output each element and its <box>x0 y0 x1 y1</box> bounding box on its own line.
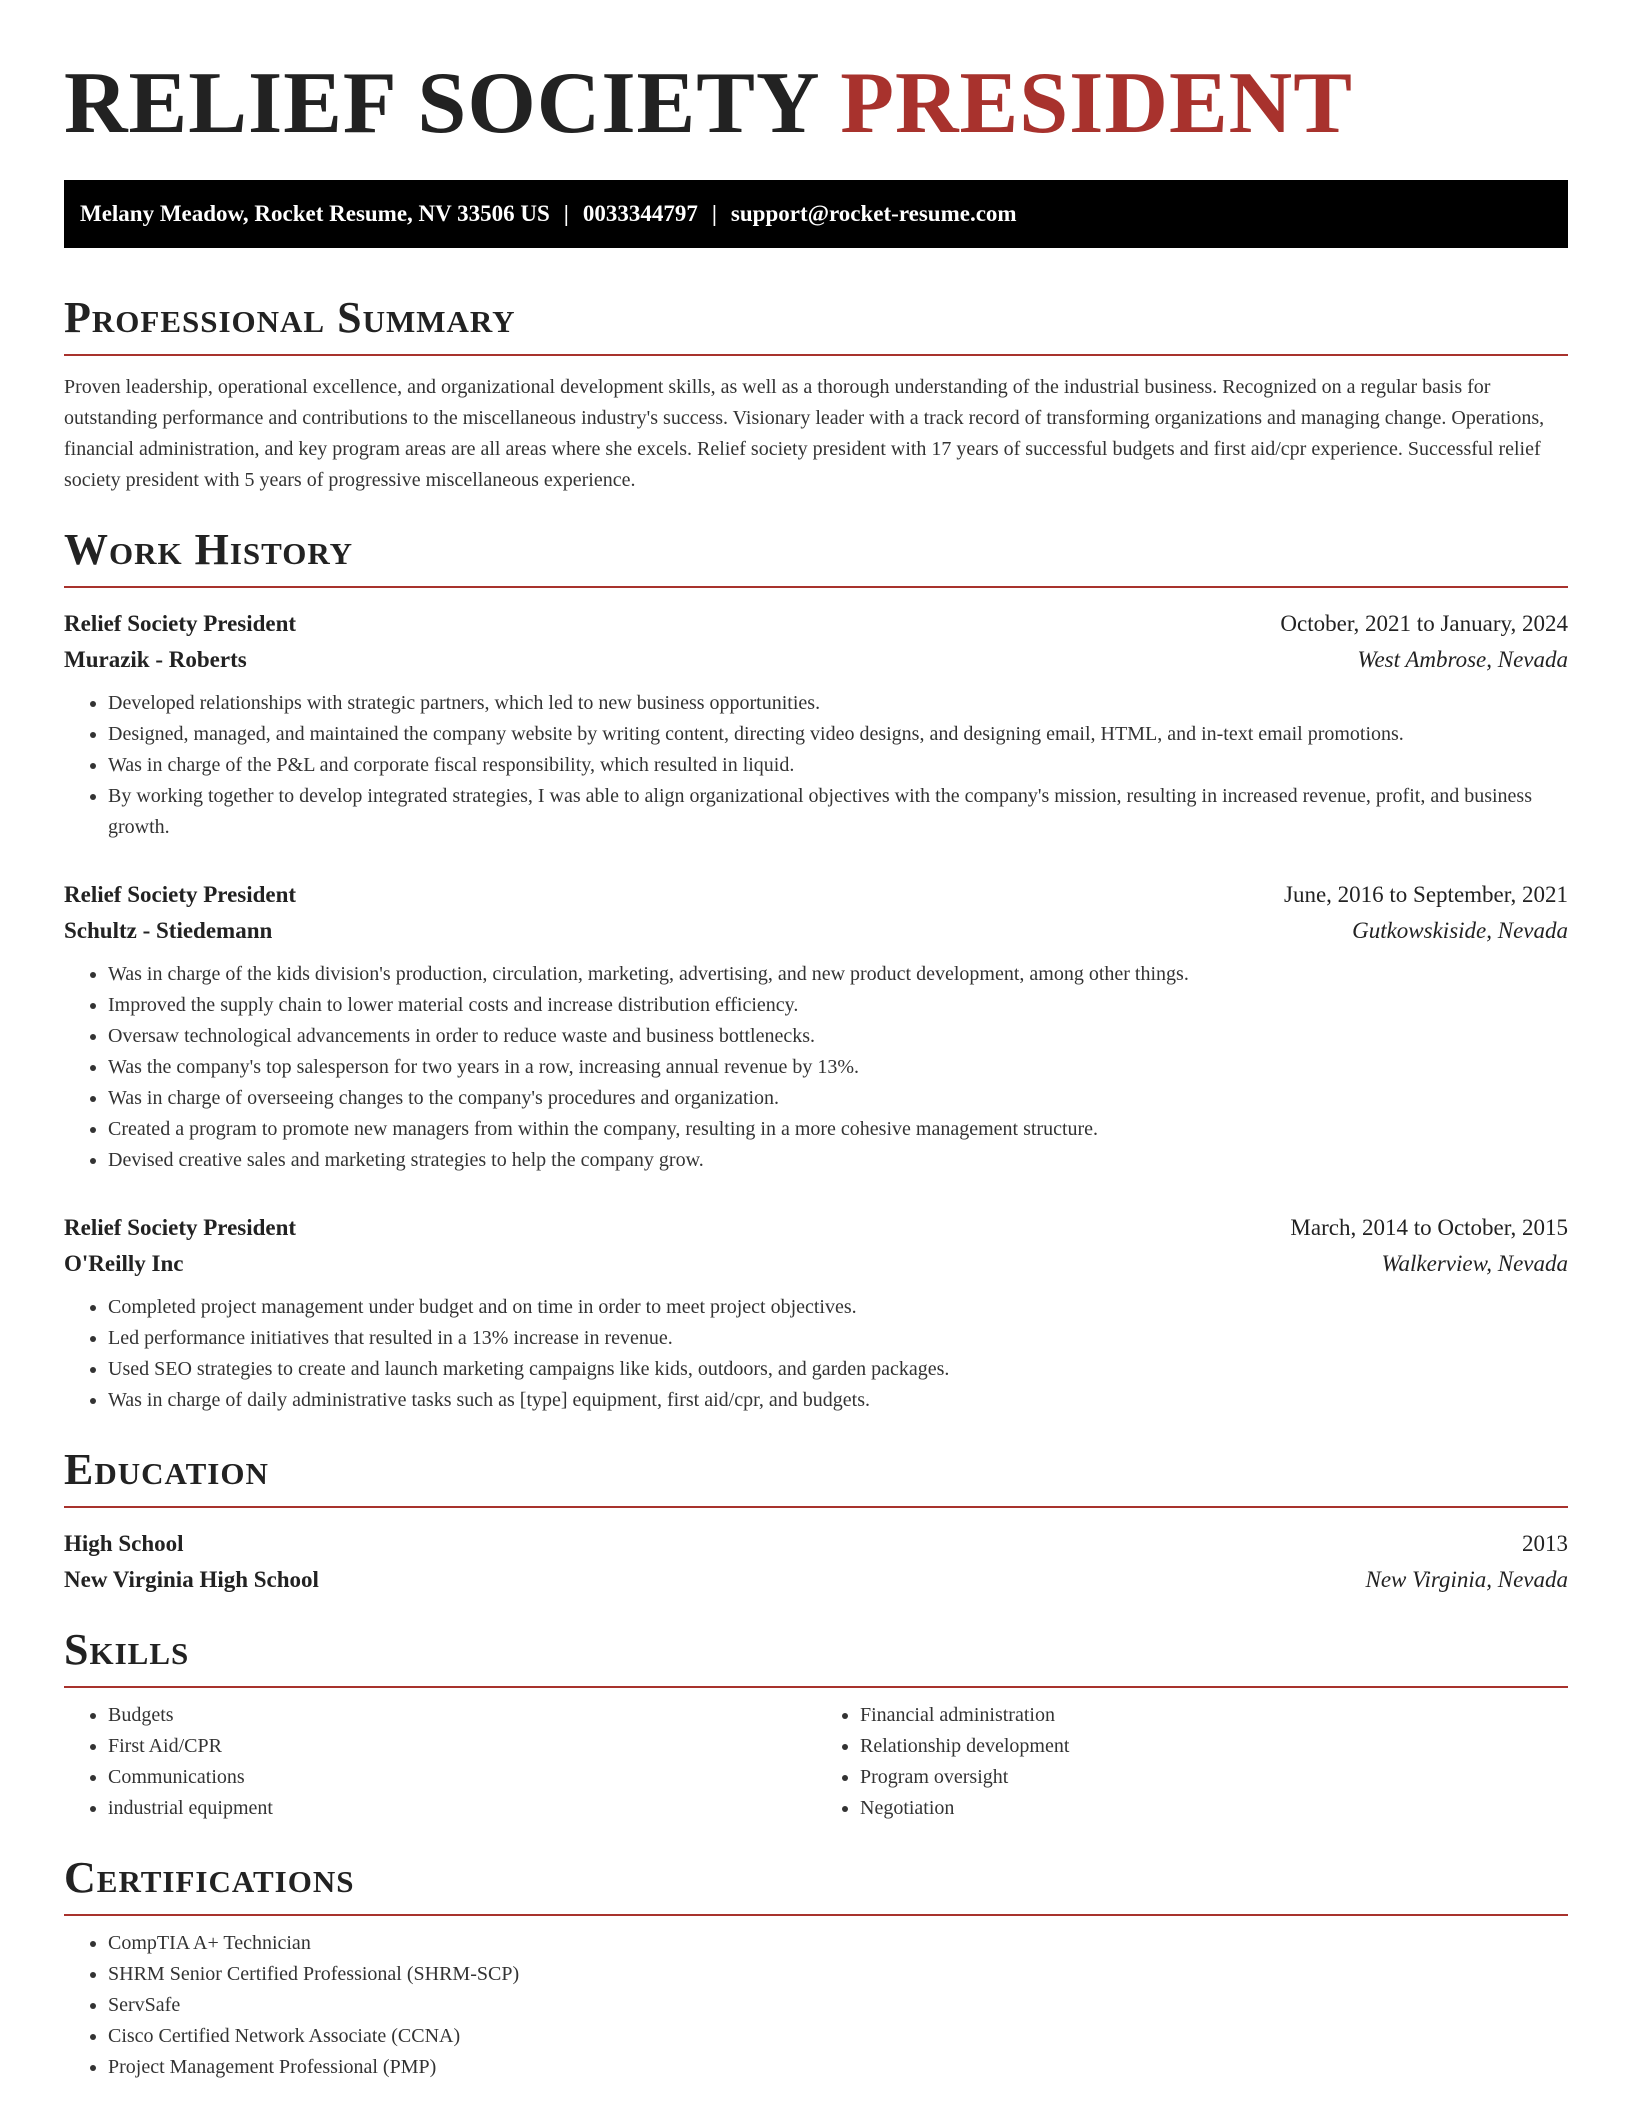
title-main: RELIEF SOCIETY <box>64 55 818 152</box>
skill-item: • Program oversight <box>860 1762 1568 1793</box>
skill-item: • Relationship development <box>860 1731 1568 1762</box>
certifications-list <box>64 1928 1568 2083</box>
section-heading-skills: Skills <box>64 1624 1568 1688</box>
job-header-row <box>64 608 1568 640</box>
job-location: Walkerview, Nevada <box>1381 1251 1568 1276</box>
skill-item: • Negotiation <box>860 1793 1568 1824</box>
section-heading-work-history: Work History <box>64 524 1568 588</box>
job-bullet: • Developed relationships with strategic partners, which led to new business opportunities. <box>108 688 1568 719</box>
skill-item: • First Aid/CPR <box>108 1731 816 1762</box>
contact-phone: 0033344797 <box>582 201 698 226</box>
job-dates: June, 2016 to September, 2021 <box>1284 882 1568 907</box>
job-company: O'Reilly Inc <box>64 1251 184 1276</box>
job-bullet: • Created a program to promote new managers from within the company, resulting in a more cohesive management structure. <box>108 1114 1568 1145</box>
summary-text: Proven leadership, operational excellence, and organizational development skills, as well as a thorough understanding of the industrial business. Recognized on a regular basis for outstanding performance and contributions to the miscellaneous industry's success. Visionary leader with a track record of transforming organizations and managing change. Operations, financial administration, and key program areas are all areas where she excels. Relief society president with 17 years of successful budgets and first aid/cpr experience. Successful relief society president with 5 years of progressive miscellaneous experience. <box>64 376 1545 491</box>
skills-column-left <box>64 1700 816 1824</box>
skill-item: • Financial administration <box>860 1700 1568 1731</box>
job-company-row <box>64 915 1568 947</box>
job-bullet: • Completed project management under budget and on time in order to meet project objectives. <box>108 1292 1568 1323</box>
job-location: West Ambrose, Nevada <box>1357 647 1568 672</box>
job-bullet: • Improved the supply chain to lower material costs and increase distribution efficiency. <box>108 990 1568 1021</box>
education-school: New Virginia High School <box>64 1567 319 1592</box>
education-entry <box>64 1528 1568 1596</box>
job-bullet: • Oversaw technological advancements in order to reduce waste and business bottlenecks. <box>108 1021 1568 1052</box>
job-bullet: • Was in charge of daily administrative tasks such as [type] equipment, first aid/cpr, and budgets. <box>108 1385 1568 1416</box>
job-title: Relief Society President <box>64 611 297 636</box>
job-entry <box>64 879 1568 1176</box>
contact-email: support@rocket-resume.com <box>730 201 1017 226</box>
job-bullet: • Designed, managed, and maintained the company website by writing content, directing video designs, and designing email, HTML, and in-text email promotions. <box>108 719 1568 750</box>
education-degree-row <box>64 1528 1568 1560</box>
education-degree: High School <box>64 1531 184 1556</box>
skill-item: • Budgets <box>108 1700 816 1731</box>
job-bullet: • Led performance initiatives that resulted in a 13% increase in revenue. <box>108 1323 1568 1354</box>
job-location: Gutkowskiside, Nevada <box>1352 918 1568 943</box>
contact-separator: | <box>711 201 717 226</box>
education-year: 2013 <box>1522 1531 1568 1556</box>
section-heading-certifications: Certifications <box>64 1852 1568 1916</box>
job-entry <box>64 1212 1568 1416</box>
certification-item: • Project Management Professional (PMP) <box>108 2052 1568 2083</box>
job-bullet: • Was the company's top salesperson for two years in a row, increasing annual revenue by 13%. <box>108 1052 1568 1083</box>
job-dates: October, 2021 to January, 2024 <box>1280 611 1568 636</box>
job-bullets <box>64 959 1568 1176</box>
job-header-row <box>64 879 1568 911</box>
skill-item: • Communications <box>108 1762 816 1793</box>
contact-bar <box>64 180 1568 248</box>
contact-address: Melany Meadow, Rocket Resume, NV 33506 US <box>80 201 550 226</box>
job-bullet: • Used SEO strategies to create and launch marketing campaigns like kids, outdoors, and garden packages. <box>108 1354 1568 1385</box>
certification-item: • SHRM Senior Certified Professional (SHRM-SCP) <box>108 1959 1568 1990</box>
skills-grid <box>64 1700 1568 1824</box>
job-company: Murazik - Roberts <box>64 647 247 672</box>
job-bullet: • Was in charge of the P&L and corporate fiscal responsibility, which resulted in liquid. <box>108 750 1568 781</box>
page-title <box>64 56 1568 152</box>
job-bullet: • By working together to develop integrated strategies, I was able to align organizational objectives with the company's mission, resulting in increased revenue, profit, and business growth. <box>108 781 1568 843</box>
job-title: Relief Society President <box>64 882 297 907</box>
job-entry <box>64 608 1568 843</box>
job-title: Relief Society President <box>64 1215 297 1240</box>
job-company: Schultz - Stiedemann <box>64 918 273 943</box>
job-dates: March, 2014 to October, 2015 <box>1290 1215 1568 1240</box>
job-bullet: • Devised creative sales and marketing strategies to help the company grow. <box>108 1145 1568 1176</box>
skill-item: • industrial equipment <box>108 1793 816 1824</box>
job-bullets <box>64 688 1568 843</box>
section-heading-education: Education <box>64 1444 1568 1508</box>
job-header-row <box>64 1212 1568 1244</box>
job-bullet: • Was in charge of the kids division's production, circulation, marketing, advertising, and new product development, among other things. <box>108 959 1568 990</box>
education-location: New Virginia, Nevada <box>1365 1567 1568 1592</box>
skills-column-right <box>816 1700 1568 1824</box>
certification-item: • CompTIA A+ Technician <box>108 1928 1568 1959</box>
job-company-row <box>64 644 1568 676</box>
job-bullet: • Was in charge of overseeing changes to the company's procedures and organization. <box>108 1083 1568 1114</box>
job-bullets <box>64 1292 1568 1416</box>
section-heading-summary: Professional Summary <box>64 292 1568 356</box>
certification-item: • ServSafe <box>108 1990 1568 2021</box>
certification-item: • Cisco Certified Network Associate (CCNA) <box>108 2021 1568 2052</box>
contact-separator: | <box>563 201 569 226</box>
job-company-row <box>64 1248 1568 1280</box>
education-school-row <box>64 1564 1568 1596</box>
title-accent: PRESIDENT <box>840 55 1353 152</box>
